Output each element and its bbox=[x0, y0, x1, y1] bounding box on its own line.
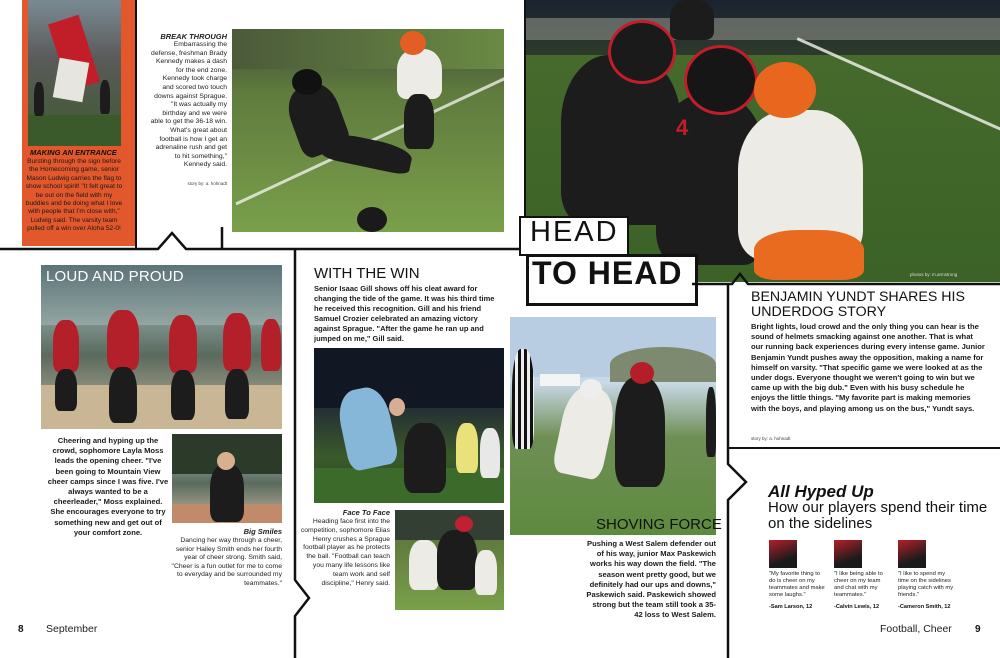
with-the-win-title: WITH THE WIN bbox=[314, 265, 420, 282]
quote-text-smith: "I like to spend my time on the sidelines playing catch with my friends." bbox=[898, 571, 954, 598]
break-through-title: BREAK THROUGH bbox=[160, 32, 227, 41]
quote-name-lewis: -Calvin Lewis, 12 bbox=[834, 604, 880, 610]
entrance-photo bbox=[28, 0, 121, 146]
loud-proud-photo bbox=[41, 265, 282, 429]
quote-name-larson: -Sam Larson, 12 bbox=[769, 604, 813, 610]
right-page-section: Football, Cheer bbox=[880, 623, 952, 635]
shoving-force-photo bbox=[510, 317, 716, 535]
quote-name-smith: -Cameron Smith, 12 bbox=[898, 604, 951, 610]
loud-proud-body: Cheering and hyping up the crowd, sophomore Layla Moss leads the opening cheer. "I've been going to Mountain View cheer camps since I was five. I've always wanted to be a cheerleader," Moss explained. She encourages everyone to try something new and get out of your comfort zone. bbox=[47, 436, 169, 537]
quote-text-larson: "My favorite thing to do is cheer on my teammates and make some laughs." bbox=[769, 571, 825, 598]
break-through-body: Embarrassing the defense, freshman Brady Kennedy makes a dash for the end zone. Kennedy took charge and scored two touch downs against Sprague. "It was actually my birthday and we were able to get the 36-18 win. What's great about football is how I get an adrenaline rush and get to hit something," Kennedy said. bbox=[150, 41, 227, 169]
with-the-win-body: Senior Isaac Gill shows off his cleat award for changing the tide of the game. It was his third time he received this recognition. Gill and his friend Samuel Crozier celebrated an amazing victory against Sprague. "After the game he ran up and jumped on me," Gill said. bbox=[314, 284, 495, 344]
underdog-body: Bright lights, loud crowd and the only thing you can hear is the sound of helmets smacking against one another. That is what our running back experiences during every intense game. Junior Benjamin Yundt pushes away the opposition, making a name for himself on varsity. "That specific game we were looked at as the under dogs. Everyone thought we weren't going to win but we came up with the big dub." Even with his busy schedule he enjoys the little things. "My favorite part is making memories with the boys, and playing among us on the bus," Yundt says. bbox=[751, 322, 985, 413]
big-smiles-body: Dancing her way through a cheer, senior Hailey Smith ends her fourth year of cheer strong. Smith said, "Cheer is a fun outlet for me to come to everyday and be surrounded my teammates." bbox=[171, 537, 282, 587]
jersey-number: 4 bbox=[676, 115, 689, 140]
top-section-divider bbox=[0, 225, 525, 265]
shoving-force-body: Pushing a West Salem defender out of his way, junior Max Paskewich works his way down the field. "The season went pretty good, but we definitely had our ups and downs," Paskewich said. Paskewich showed strong but the team still took a 35-42 loss to West Salem. bbox=[586, 539, 716, 620]
face-to-face-title: Face To Face bbox=[342, 508, 390, 517]
underdog-credit: story by: a. hohnadt bbox=[751, 436, 791, 441]
shoving-force-title: SHOVING FORCE bbox=[596, 516, 722, 533]
break-through-credit: story by: a. hohnadt bbox=[187, 181, 227, 186]
big-smiles-title: Big Smiles bbox=[243, 527, 282, 536]
left-middle-divider bbox=[283, 248, 313, 658]
entrance-caption-title: MAKING AN ENTRANCE bbox=[30, 148, 117, 157]
face-to-face-body: Heading face first into the competition, sophomore Elias Henry crushes a Sprague football player as he protects the ball. "Football can teach you many life lessons like team work and self discipline," Henry said. bbox=[300, 518, 390, 587]
hyped-section-divider bbox=[728, 447, 1000, 449]
photo-credit: photos by: m.armstrong bbox=[910, 272, 958, 277]
big-smiles-photo bbox=[172, 434, 282, 523]
right-page-number: 9 bbox=[975, 624, 981, 635]
with-the-win-photo bbox=[314, 348, 504, 503]
headline-bottom: TO HEAD bbox=[532, 255, 683, 291]
entrance-caption-body: Bursting through the sign before the Homecoming game, senior Mason Ludwig carries the flag to show school spirit! "It felt great to be out on the field with my buddies and be doing what I love with people that I'm close with," Ludwig said. The varsity team pulled off a win over Aloha 52-0! bbox=[25, 158, 123, 233]
left-page-number: 8 bbox=[18, 624, 24, 635]
break-through-photo bbox=[232, 29, 504, 232]
top-left-vertical-divider bbox=[135, 0, 137, 248]
quote-text-lewis: "I like being able to cheer on my team and chat with my teammates." bbox=[834, 571, 883, 598]
underdog-title: BENJAMIN YUNDT SHARES HIS UNDERDOG STORY bbox=[751, 289, 965, 320]
quote-photo-larson bbox=[769, 540, 797, 568]
right-middle-divider bbox=[716, 284, 756, 658]
hyped-title: All Hyped Up bbox=[768, 482, 874, 501]
loud-proud-title: LOUD AND PROUD bbox=[46, 268, 184, 285]
quote-photo-lewis bbox=[834, 540, 862, 568]
face-to-face-photo bbox=[395, 510, 504, 610]
quote-photo-smith bbox=[898, 540, 926, 568]
hyped-subtitle: How our players spend their time on the sidelines bbox=[768, 499, 988, 532]
headline-top: HEAD bbox=[530, 216, 619, 248]
left-page-month: September bbox=[46, 623, 98, 635]
